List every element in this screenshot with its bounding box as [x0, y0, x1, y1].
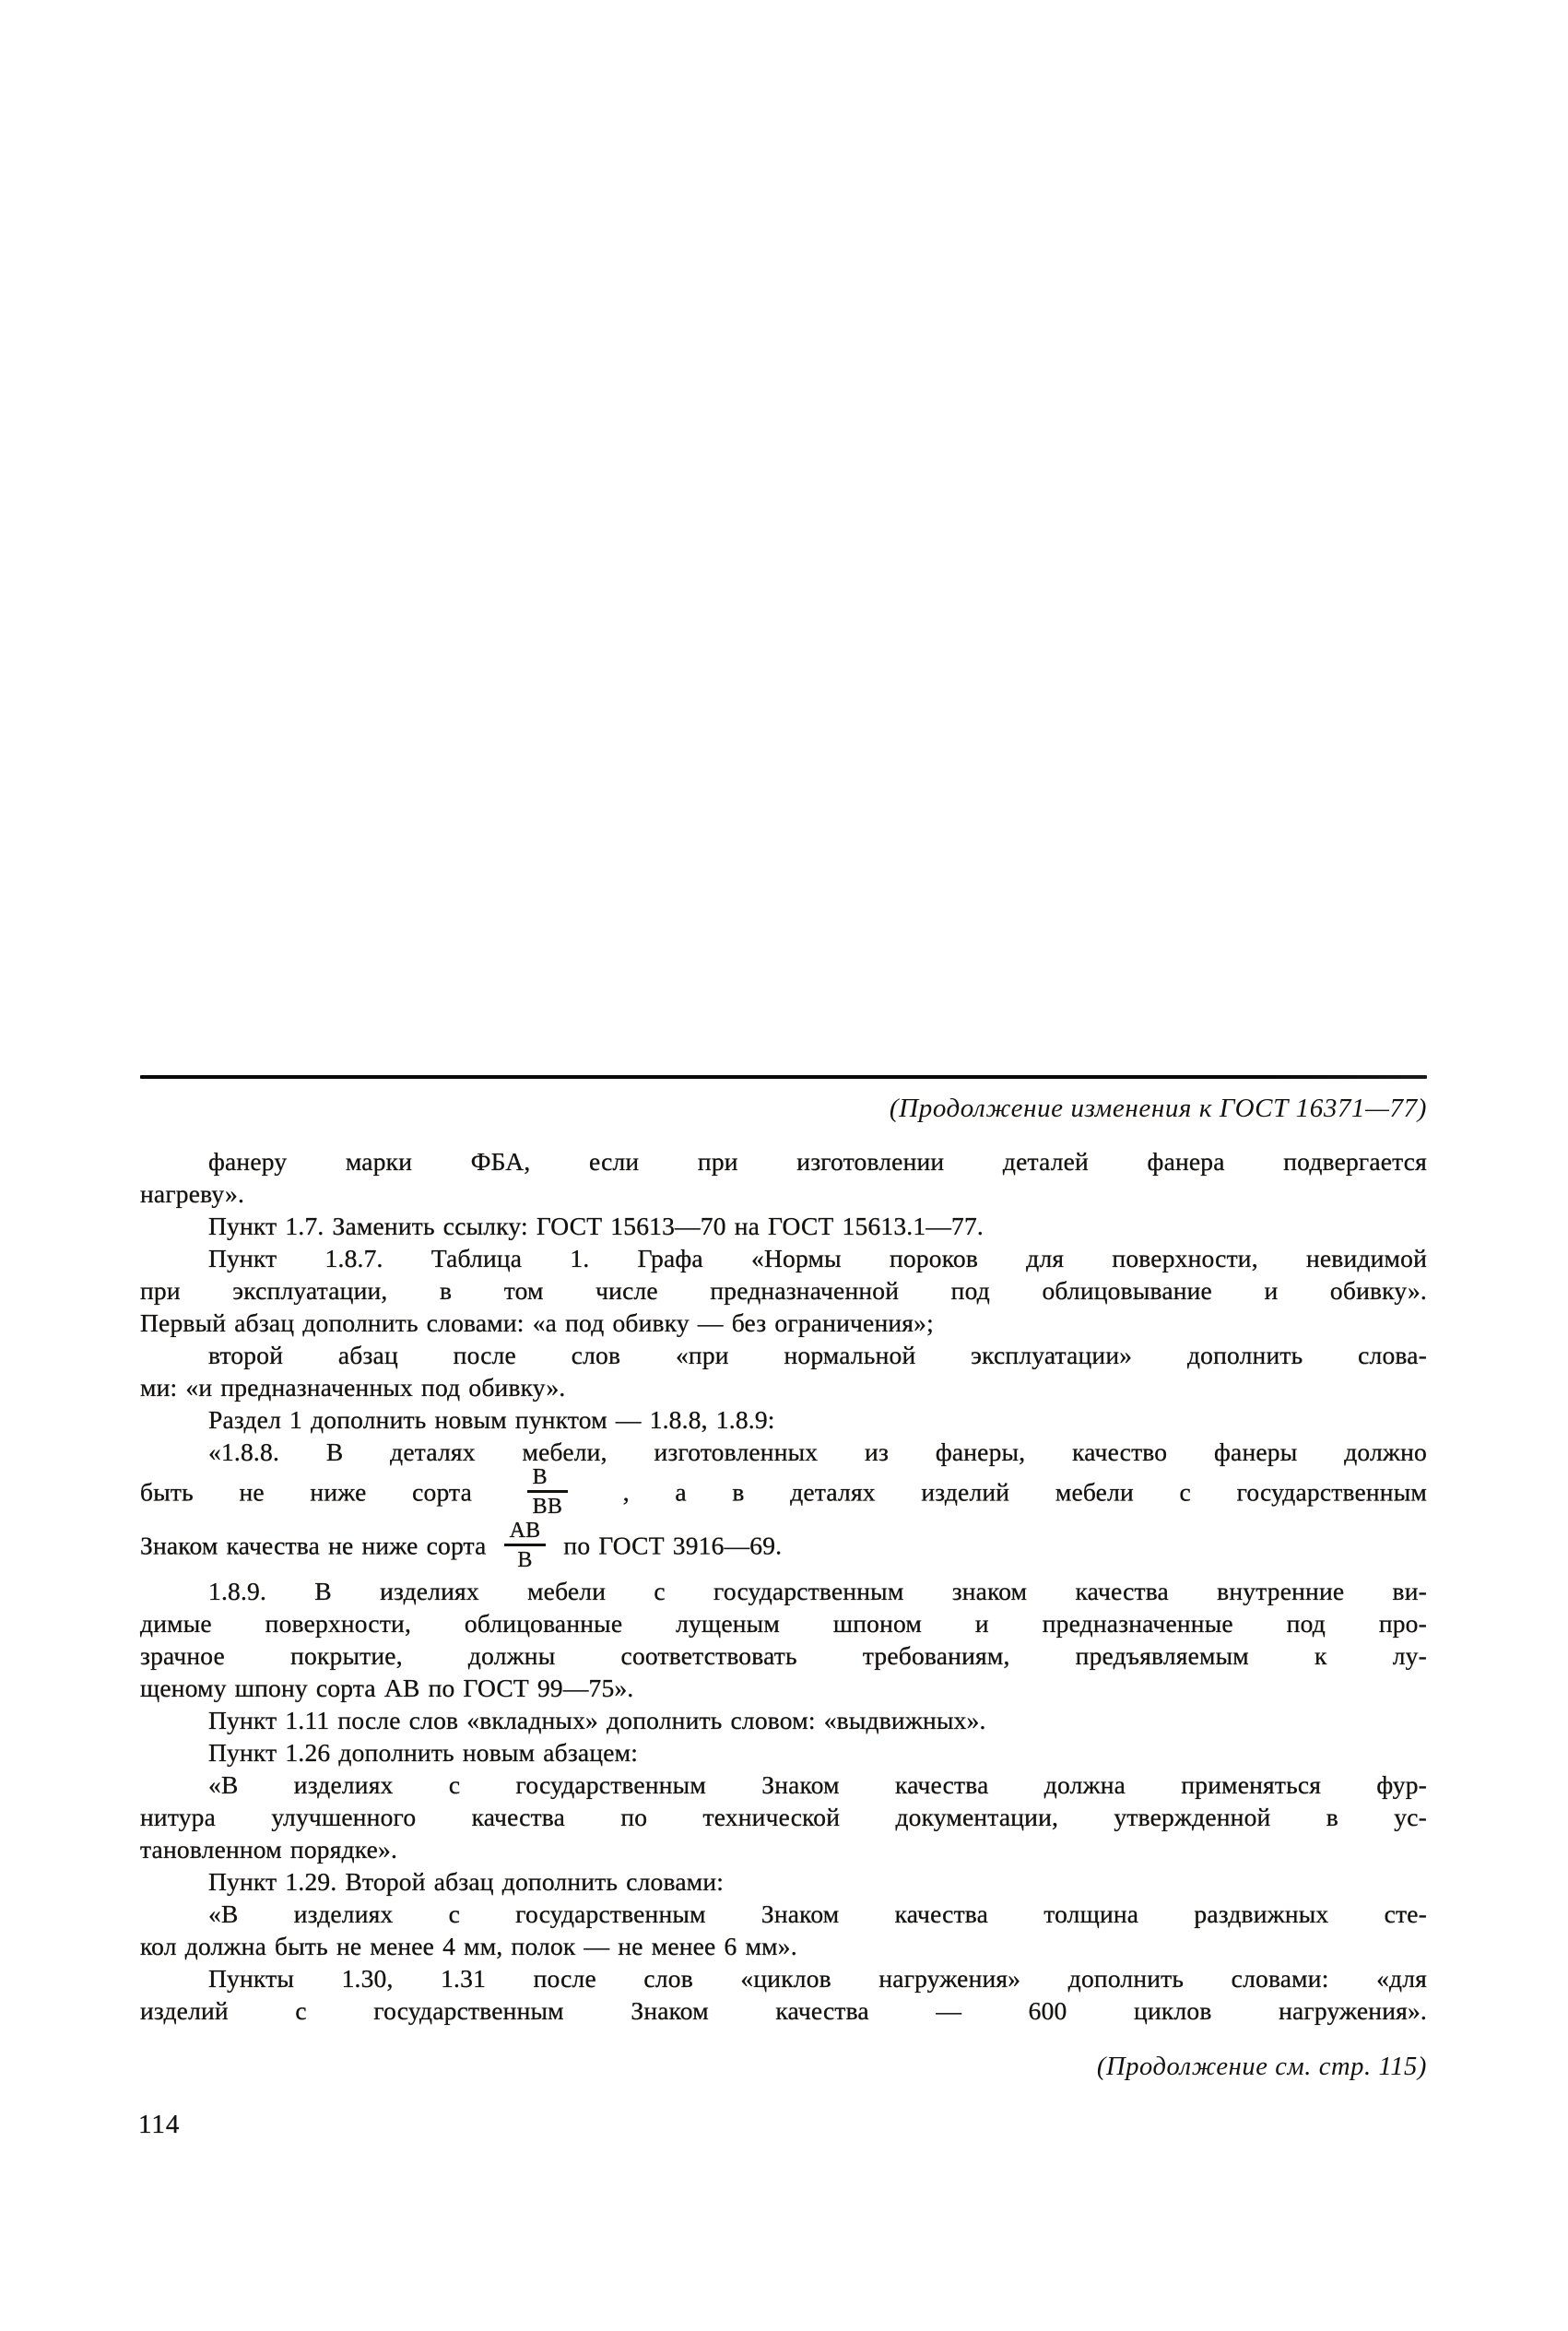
text-line: фанеру марки ФБА, если при изготовлении деталей фанера подвергается	[208, 1147, 1427, 1176]
document-body	[140, 1145, 1427, 2027]
separator-rule	[140, 1075, 1427, 1079]
text-line: Пункты 1.30, 1.31 после слов «циклов нагружения» дополнить словами: «для	[208, 1964, 1427, 1993]
text-line: Раздел 1 дополнить новым пунктом — 1.8.8, 1.8.9:	[208, 1405, 775, 1434]
text-line: Пункт 1.8.7. Таблица 1. Графа «Нормы пороков для поверхности, невидимой	[208, 1244, 1427, 1272]
text-line: Первый абзац дополнить словами: «а под обивку — без ограничения»;	[140, 1308, 934, 1337]
text-line: Пункт 1.29. Второй абзац дополнить словами:	[208, 1867, 725, 1896]
text-line: ми: «и предназначенных под обивку».	[140, 1373, 566, 1402]
text-line: димые поверхности, облицованные лущеным шпоном и предназначенные под про-	[140, 1609, 1427, 1638]
text-line: 1.8.9. В изделиях мебели с государственным знаком качества внутренние ви-	[208, 1577, 1427, 1605]
text-line: нитура улучшенного качества по технической документации, утвержденной в ус-	[140, 1803, 1427, 1831]
text-line: «В изделиях с государственным Знаком качества должна применяться фур-	[208, 1770, 1427, 1799]
text-line: Пункт 1.11 после слов «вкладных» дополнить словом: «выдвижных».	[208, 1706, 986, 1734]
text-line: Знаком качества не ниже сорта $\frac{АВ}{В}$ по ГОСТ 3916—69.	[140, 1519, 783, 1572]
text-line: щеному шпону сорта АВ по ГОСТ 99—75».	[140, 1674, 634, 1702]
text-line: Пункт 1.7. Заменить ссылку: ГОСТ 15613—70 на ГОСТ 15613.1—77.	[208, 1212, 984, 1240]
page-number: 114	[138, 2110, 181, 2139]
header-continuation-note: (Продолжение изменения к ГОСТ 16371—77)	[889, 1094, 1427, 1123]
text-line: «1.8.8. В деталях мебели, изготовленных из фанеры, качество фанеры должно	[208, 1438, 1427, 1466]
text-line: тановленном порядке».	[140, 1835, 398, 1864]
footer-continuation-note: (Продолжение см. стр. 115)	[1096, 2053, 1427, 2081]
text-line: при эксплуатации, в том числе предназначенной под облицовывание и обивку».	[140, 1276, 1427, 1305]
grade-fraction: $\frac{АВ}{В}$	[504, 1519, 547, 1572]
text-line: Пункт 1.26 дополнить новым абзацем:	[208, 1738, 639, 1767]
grade-fraction: $\frac{В}{ВВ}$	[527, 1465, 568, 1519]
text-line: второй абзац после слов «при нормальной эксплуатации» дополнить слова-	[208, 1341, 1427, 1369]
page-content	[140, 1075, 1427, 2027]
text-line: «В изделиях с государственным Знаком качества толщина раздвижных сте-	[208, 1899, 1427, 1928]
text-line: быть не ниже сорта $\frac{В}{ВВ}$ , а в деталях изделий мебели с государственным	[140, 1465, 1427, 1519]
text-line: изделий с государственным Знаком качества — 600 циклов нагружения».	[140, 1996, 1427, 2025]
text-line: кол должна быть не менее 4 мм, полок — не менее 6 мм».	[140, 1932, 797, 1960]
text-line: нагреву».	[140, 1179, 245, 1208]
text-line: зрачное покрытие, должны соответствовать требованиям, предъявляемым к лу-	[140, 1641, 1427, 1670]
